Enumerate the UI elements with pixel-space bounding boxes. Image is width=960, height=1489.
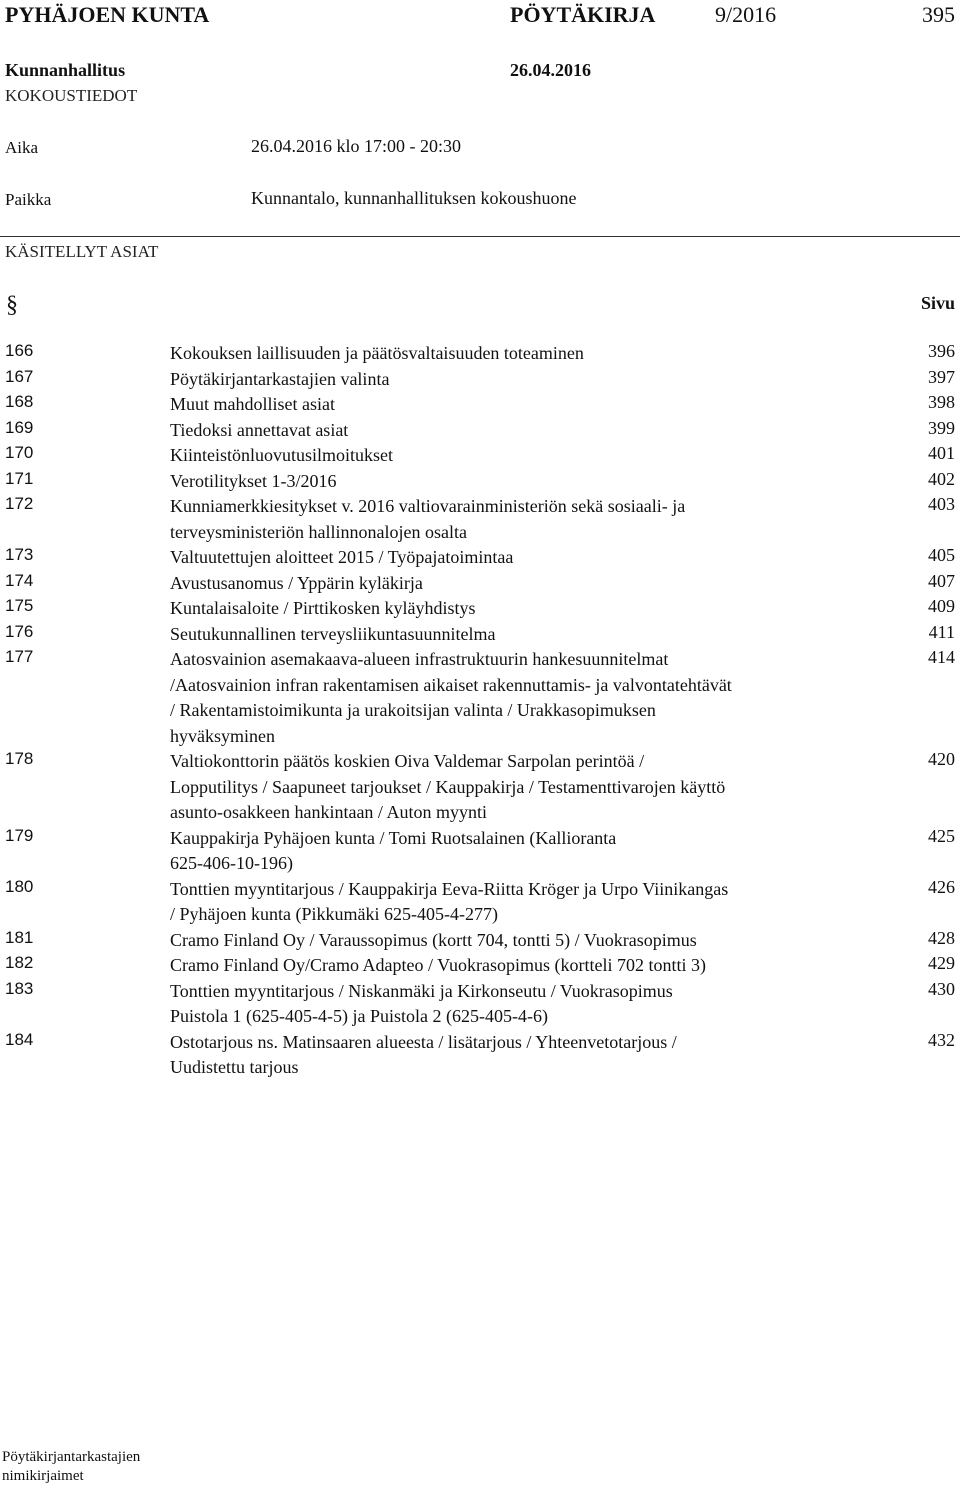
item-number: 178 [5, 749, 34, 768]
agenda-list [0, 341, 960, 1081]
item-title: Tonttien myyntitarjous / Niskanmäki ja Kirkonseutu / Vuokrasopimus Puistola 1 (625-405-4-5) ja Puistola 2 (625-405-4-6) [170, 980, 673, 1026]
item-page: 396 [928, 341, 955, 361]
agenda-item [0, 826, 960, 877]
agenda-item [0, 443, 960, 469]
item-page: 405 [928, 545, 955, 565]
item-number: 180 [5, 876, 34, 896]
item-page: 414 [928, 647, 955, 667]
item-number: 170 [5, 443, 34, 462]
item-number: 182 [5, 953, 34, 972]
item-number: 171 [5, 468, 34, 488]
footer-line-2: nimikirjaimet [2, 1468, 84, 1484]
page-number: 395 [922, 2, 955, 27]
item-number: 167 [5, 366, 34, 386]
agenda-item [0, 928, 960, 954]
item-number: 169 [5, 417, 34, 437]
item-number: 184 [5, 1029, 34, 1049]
agenda-item [0, 877, 960, 928]
item-number: 176 [5, 621, 34, 641]
meeting-date: 26.04.2016 [510, 60, 591, 80]
item-title: Pöytäkirjantarkastajien valinta [170, 368, 390, 389]
item-page: 420 [928, 749, 955, 769]
item-number: 183 [5, 978, 34, 998]
document-subheader [5, 60, 955, 84]
items-heading: KÄSITELLYT ASIAT [5, 242, 159, 261]
section-divider [0, 236, 960, 237]
item-number: 175 [5, 596, 34, 615]
item-number: 179 [5, 825, 34, 845]
item-number: 174 [5, 570, 34, 590]
meeting-number: 9/2016 [715, 2, 777, 27]
agenda-item [0, 979, 960, 1030]
item-page: 403 [928, 494, 955, 514]
item-title: Aatosvainion asemakaava-alueen infrastruktuurin hankesuunnitelmat /Aatosvainion infran rakentamisen aikaiset rakennuttamis- ja valvontatehtävät / Rakentamistoimikunta ja urakoitsijan valinta / Urakkasopimuksen hyväksyminen [170, 649, 732, 746]
document-header [5, 0, 955, 30]
item-number: 168 [5, 392, 34, 411]
item-number: 173 [5, 545, 34, 564]
item-page: 430 [928, 978, 955, 999]
agenda-item [0, 596, 960, 622]
item-page: 429 [928, 953, 955, 973]
item-page: 397 [928, 366, 955, 387]
item-number: 172 [5, 494, 34, 513]
item-page: 402 [928, 468, 955, 489]
item-title: Kuntalaisaloite / Pirttikosken kyläyhdistys [170, 598, 476, 618]
item-title: Tiedoksi annettavat asiat [170, 419, 349, 440]
item-page: 426 [928, 876, 955, 897]
item-number: 177 [5, 647, 34, 666]
agenda-item [0, 418, 960, 444]
item-title: Kokouksen laillisuuden ja päätösvaltaisuuden toteaminen [170, 343, 584, 363]
item-number: 181 [5, 927, 34, 947]
meeting-info-heading: KOKOUSTIEDOT [5, 86, 138, 105]
time-label: Aika [5, 138, 39, 157]
document-type: PÖYTÄKIRJA [510, 2, 656, 27]
item-title: Seutukunnallinen terveysliikuntasuunnitelma [170, 623, 496, 644]
time-value: 26.04.2016 klo 17:00 - 20:30 [251, 136, 461, 156]
agenda-item [0, 953, 960, 979]
agenda-item [0, 367, 960, 393]
item-title: Cramo Finland Oy / Varaussopimus (kortt 704, tontti 5) / Vuokrasopimus [170, 929, 697, 950]
item-page: 432 [928, 1029, 955, 1050]
item-page: 409 [928, 596, 955, 616]
item-page: 425 [928, 825, 955, 846]
footer-line-1: Pöytäkirjantarkastajien [2, 1449, 141, 1465]
agenda-item [0, 571, 960, 597]
item-number: 166 [5, 341, 34, 360]
item-page: 428 [928, 927, 955, 948]
item-title: Valtuutettujen aloitteet 2015 / Työpajatoimintaa [170, 547, 514, 567]
item-page: 407 [928, 570, 955, 591]
item-title: Kiinteistönluovutusilmoitukset [170, 445, 394, 465]
agenda-item [0, 494, 960, 545]
agenda-item [0, 469, 960, 495]
item-page: 411 [928, 621, 955, 642]
item-title: Kauppakirja Pyhäjoen kunta / Tomi Ruotsalainen (Kallioranta 625-406-10-196) [170, 827, 617, 873]
agenda-item [0, 749, 960, 826]
agenda-item [0, 622, 960, 648]
item-title: Kunniamerkkiesitykset v. 2016 valtiovarainministeriön sekä sosiaali- ja terveysministeriön hallinnonalojen osalta [170, 496, 686, 542]
agenda-item [0, 1030, 960, 1081]
agenda-item [0, 545, 960, 571]
item-title: Avustusanomus / Yppärin kyläkirja [170, 572, 423, 593]
agenda-item [0, 392, 960, 418]
paragraph-icon: § [6, 292, 18, 318]
agenda-item [0, 341, 960, 367]
place-value: Kunnantalo, kunnanhallituksen kokoushuone [251, 188, 577, 208]
item-title: Cramo Finland Oy/Cramo Adapteo / Vuokrasopimus (kortteli 702 tontti 3) [170, 955, 707, 975]
item-title: Verotilitykset 1-3/2016 [170, 470, 337, 491]
item-title: Ostotarjous ns. Matinsaaren alueesta / lisätarjous / Yhteenvetotarjous / Uudistettu tarjous [170, 1031, 677, 1077]
municipality-name: PYHÄJOEN KUNTA [5, 2, 210, 27]
page-column-label: Sivu [920, 293, 955, 313]
item-title: Valtiokonttorin päätös koskien Oiva Valdemar Sarpolan perintöä / Lopputilitys / Saapuneet tarjoukset / Kauppakirja / Testamenttivarojen käyttö asunto-osakkeen hankintaan / Auton myynti [170, 751, 726, 822]
governing-body: Kunnanhallitus [5, 60, 126, 80]
item-title: Tonttien myyntitarjous / Kauppakirja Eeva-Riitta Kröger ja Urpo Viinikangas / Pyhäjoen kunta (Pikkumäki 625-405-4-277) [170, 878, 729, 924]
item-title: Muut mahdolliset asiat [170, 394, 335, 414]
item-page: 398 [928, 392, 955, 412]
agenda-item [0, 647, 960, 749]
place-label: Paikka [5, 190, 52, 209]
item-page: 401 [928, 443, 955, 463]
item-page: 399 [928, 417, 955, 438]
